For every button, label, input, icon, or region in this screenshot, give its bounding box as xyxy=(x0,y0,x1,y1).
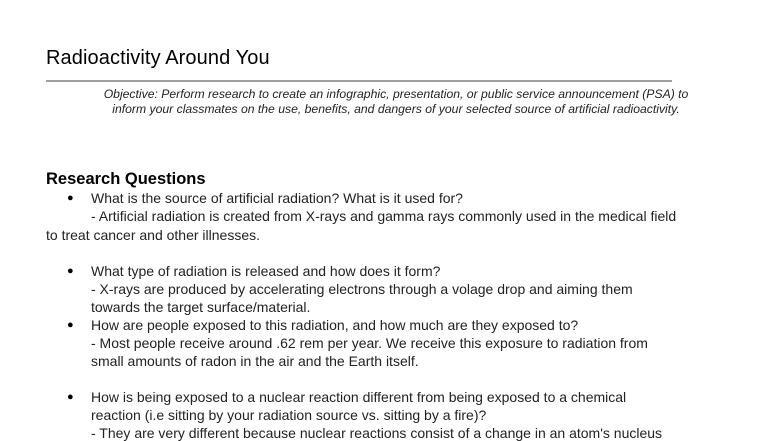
document-title: Radioactivity Around You xyxy=(46,47,270,69)
bullet-icon: ● xyxy=(67,391,74,403)
answer-3-line-1: - Most people receive around .62 rem per year. We receive this exposure to radiation from xyxy=(91,335,648,351)
question-1: What is the source of artificial radiation? What is it used for? xyxy=(91,190,463,206)
objective-line-1: Objective: Perform research to create an infographic, presentation, or public service announcement (PSA) to xyxy=(103,87,689,101)
question-4-line-2: reaction (i.e sitting by your radiation source vs. sitting by a fire)? xyxy=(91,407,487,423)
bullet-icon: ● xyxy=(67,265,74,277)
question-2: What type of radiation is released and how does it form? xyxy=(91,263,441,279)
answer-1-line-1: - Artificial radiation is created from X-rays and gamma rays commonly used in the medical field xyxy=(91,208,677,224)
objective-line-2: inform your classmates on the use, benefits, and dangers of your selected source of artificial radioactivity. xyxy=(112,102,680,116)
answer-1-line-2: to treat cancer and other illnesses. xyxy=(46,227,261,243)
question-3: How are people exposed to this radiation, and how much are they exposed to? xyxy=(91,317,579,333)
answer-3-line-2: small amounts of radon in the air and the Earth itself. xyxy=(91,353,419,369)
bullet-icon: ● xyxy=(67,192,74,204)
title-divider xyxy=(46,80,672,82)
bullet-icon: ● xyxy=(67,319,74,331)
question-4-line-1: How is being exposed to a nuclear reaction different from being exposed to a chemical xyxy=(91,389,627,405)
objective-text xyxy=(46,87,746,117)
answer-2-line-1: - X-rays are produced by accelerating electrons through a volage drop and aiming them xyxy=(91,281,633,297)
answer-2-line-2: towards the target surface/material. xyxy=(91,299,311,315)
answer-4-line-1: - They are very different because nuclear reactions consist of a change in an atom's nucleus xyxy=(91,425,663,441)
section-heading: Research Questions xyxy=(46,170,206,188)
